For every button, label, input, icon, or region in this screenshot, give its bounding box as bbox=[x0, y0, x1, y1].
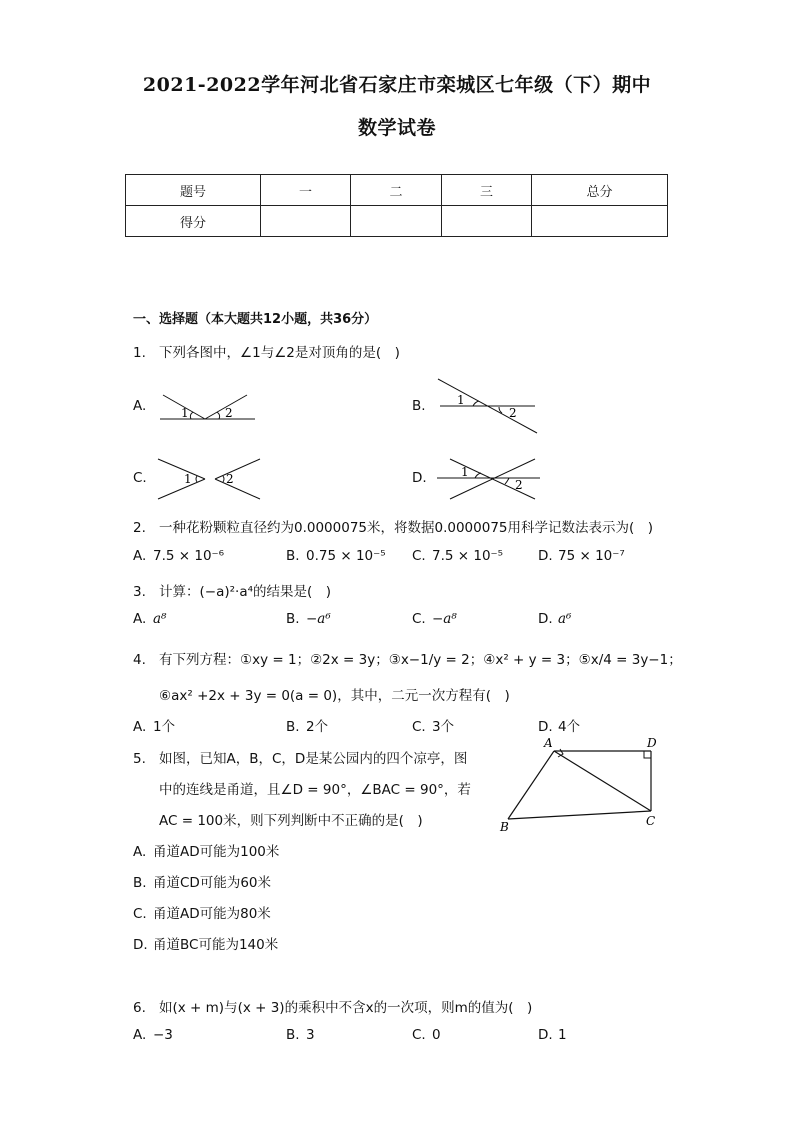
q4-option-d bbox=[538, 715, 580, 735]
option-label: D. bbox=[538, 719, 553, 735]
q3-option-c bbox=[412, 611, 457, 627]
option-text: −3 bbox=[153, 1027, 173, 1043]
question-number: 1. bbox=[133, 345, 146, 361]
q3-option-b bbox=[286, 611, 331, 627]
question-3 bbox=[133, 580, 331, 600]
option-label: B. bbox=[286, 719, 300, 735]
question-6 bbox=[133, 996, 532, 1016]
option-text: 4个 bbox=[558, 719, 581, 735]
q5-option-d bbox=[133, 933, 278, 953]
angle-label: 1 bbox=[461, 465, 469, 479]
option-label: D. bbox=[538, 611, 553, 627]
option-label: C. bbox=[412, 719, 426, 735]
q6-option-a bbox=[133, 1027, 173, 1043]
question-5 bbox=[133, 747, 467, 767]
option-text: 7.5 × 10⁻⁵ bbox=[432, 548, 504, 564]
q4-option-a bbox=[133, 715, 175, 735]
option-text: 甬道CD可能为60米 bbox=[153, 875, 271, 891]
score-cell bbox=[532, 206, 668, 237]
question-text-line2: ⑥ax² +2x + 3y = 0(a = 0)，其中，二元一次方程有( ) bbox=[159, 688, 510, 704]
option-text: 3个 bbox=[432, 719, 455, 735]
option-text: 1 bbox=[558, 1027, 567, 1043]
option-label: A. bbox=[133, 1027, 147, 1043]
option-label: A. bbox=[133, 719, 147, 735]
q3-option-a bbox=[133, 611, 166, 627]
q4-option-c bbox=[412, 715, 454, 735]
question-text: 一种花粉颗粒直径约为0.0000075米，将数据0.0000075用科学记数法表示为( ) bbox=[159, 520, 654, 536]
question-1 bbox=[133, 341, 400, 361]
question-4 bbox=[133, 648, 682, 668]
option-text: −a⁸ bbox=[432, 611, 457, 627]
table-cell: 一 bbox=[261, 175, 351, 206]
option-text: a⁸ bbox=[153, 611, 167, 627]
score-table bbox=[125, 174, 668, 237]
option-text: 0.75 × 10⁻⁵ bbox=[306, 548, 386, 564]
score-cell bbox=[261, 206, 351, 237]
q5-option-a bbox=[133, 840, 279, 860]
question-text-line2: 中的连线是甬道，且∠D = 90°，∠BAC = 90°，若 bbox=[159, 782, 471, 798]
option-label: C. bbox=[133, 906, 147, 922]
exam-title-line2: 数学试卷 bbox=[357, 117, 436, 139]
q1-figure-b bbox=[435, 377, 545, 437]
score-cell bbox=[442, 206, 532, 237]
q4-option-b bbox=[286, 715, 328, 735]
option-text: 0 bbox=[432, 1027, 441, 1043]
score-table-score-row bbox=[126, 206, 668, 237]
table-cell: 得分 bbox=[126, 206, 261, 237]
question-2 bbox=[133, 516, 653, 536]
question-number: 4. bbox=[133, 652, 146, 668]
q5-option-b bbox=[133, 871, 271, 891]
option-label: D. bbox=[133, 937, 148, 953]
option-text: 1个 bbox=[153, 719, 176, 735]
question-text: 计算：(−a)²·a⁴的结果是( ) bbox=[159, 584, 332, 600]
q5-option-c bbox=[133, 902, 271, 922]
angle-label: 1 bbox=[457, 393, 465, 407]
question-text-line1: 有下列方程：①xy = 1；②2x = 3y；③x−1/y = 2；④x² + y = 3；⑤x/4 = 3y−1； bbox=[159, 652, 682, 668]
q1-option-b-label: B. bbox=[412, 398, 426, 414]
q2-option-c bbox=[412, 548, 503, 564]
q1-option-c-label: C. bbox=[133, 470, 147, 486]
option-label: B. bbox=[286, 611, 300, 627]
q2-option-d bbox=[538, 548, 625, 564]
option-text: 75 × 10⁻⁷ bbox=[558, 548, 625, 564]
option-text: 3 bbox=[306, 1027, 315, 1043]
option-text: 2个 bbox=[306, 719, 329, 735]
point-label-a: A bbox=[544, 736, 553, 750]
q1-figure-d bbox=[435, 456, 545, 502]
angle-label: 1 bbox=[184, 472, 192, 486]
table-cell: 三 bbox=[442, 175, 532, 206]
point-label-c: C bbox=[646, 814, 656, 828]
table-cell: 题号 bbox=[126, 175, 261, 206]
option-label: D. bbox=[538, 1027, 553, 1043]
option-label: A. bbox=[133, 844, 147, 860]
q5-figure bbox=[495, 735, 670, 835]
q2-option-b bbox=[286, 548, 386, 564]
q6-option-d bbox=[538, 1027, 567, 1043]
question-number: 3. bbox=[133, 584, 146, 600]
option-text: −a⁶ bbox=[306, 611, 331, 627]
question-number: 6. bbox=[133, 1000, 146, 1016]
q1-option-d-label: D. bbox=[412, 470, 427, 486]
q1-option-a-label: A. bbox=[133, 398, 147, 414]
q3-option-d bbox=[538, 611, 571, 627]
option-label: B. bbox=[286, 548, 300, 564]
option-text: 甬道AD可能为100米 bbox=[153, 844, 280, 860]
score-table-header-row bbox=[126, 175, 668, 206]
q6-option-c bbox=[412, 1027, 441, 1043]
option-label: C. bbox=[412, 1027, 426, 1043]
table-cell: 二 bbox=[351, 175, 442, 206]
question-number: 2. bbox=[133, 520, 146, 536]
option-label: C. bbox=[412, 548, 426, 564]
point-label-b: B bbox=[500, 820, 509, 834]
angle-label: 2 bbox=[225, 406, 233, 420]
option-text: 甬道BC可能为140米 bbox=[153, 937, 279, 953]
option-label: A. bbox=[133, 548, 147, 564]
point-label-d: D bbox=[647, 736, 657, 750]
q2-option-a bbox=[133, 548, 224, 564]
option-text: 7.5 × 10⁻⁶ bbox=[153, 548, 225, 564]
q1-figure-a bbox=[155, 385, 265, 430]
table-cell: 总分 bbox=[532, 175, 668, 206]
angle-label: 1 bbox=[181, 406, 189, 420]
exam-title-line1: 2021-2022学年河北省石家庄市栾城区七年级（下）期中 bbox=[142, 74, 652, 96]
q1-figure-c bbox=[155, 456, 265, 502]
option-label: D. bbox=[538, 548, 553, 564]
q6-option-b bbox=[286, 1027, 315, 1043]
option-text: 甬道AD可能为80米 bbox=[153, 906, 271, 922]
question-text-line3: AC = 100米，则下列判断中不正确的是( ) bbox=[159, 813, 423, 829]
option-label: A. bbox=[133, 611, 147, 627]
option-label: C. bbox=[412, 611, 426, 627]
question-text-line1: 如图，已知A，B，C，D是某公园内的四个凉亭，图 bbox=[159, 751, 468, 767]
angle-label: 2 bbox=[226, 472, 234, 486]
question-text: 如(x + m)与(x + 3)的乘积中不含x的一次项，则m的值为( ) bbox=[159, 1000, 533, 1016]
question-number: 5. bbox=[133, 751, 146, 767]
option-label: B. bbox=[286, 1027, 300, 1043]
question-text: 下列各图中，∠1与∠2是对顶角的是( ) bbox=[159, 345, 400, 361]
angle-label: 2 bbox=[515, 478, 523, 492]
angle-label: 2 bbox=[509, 406, 517, 420]
option-text: a⁶ bbox=[558, 611, 572, 627]
score-cell bbox=[351, 206, 442, 237]
section-heading: 一、选择题（本大题共12小题，共36分） bbox=[133, 312, 378, 327]
option-label: B. bbox=[133, 875, 147, 891]
